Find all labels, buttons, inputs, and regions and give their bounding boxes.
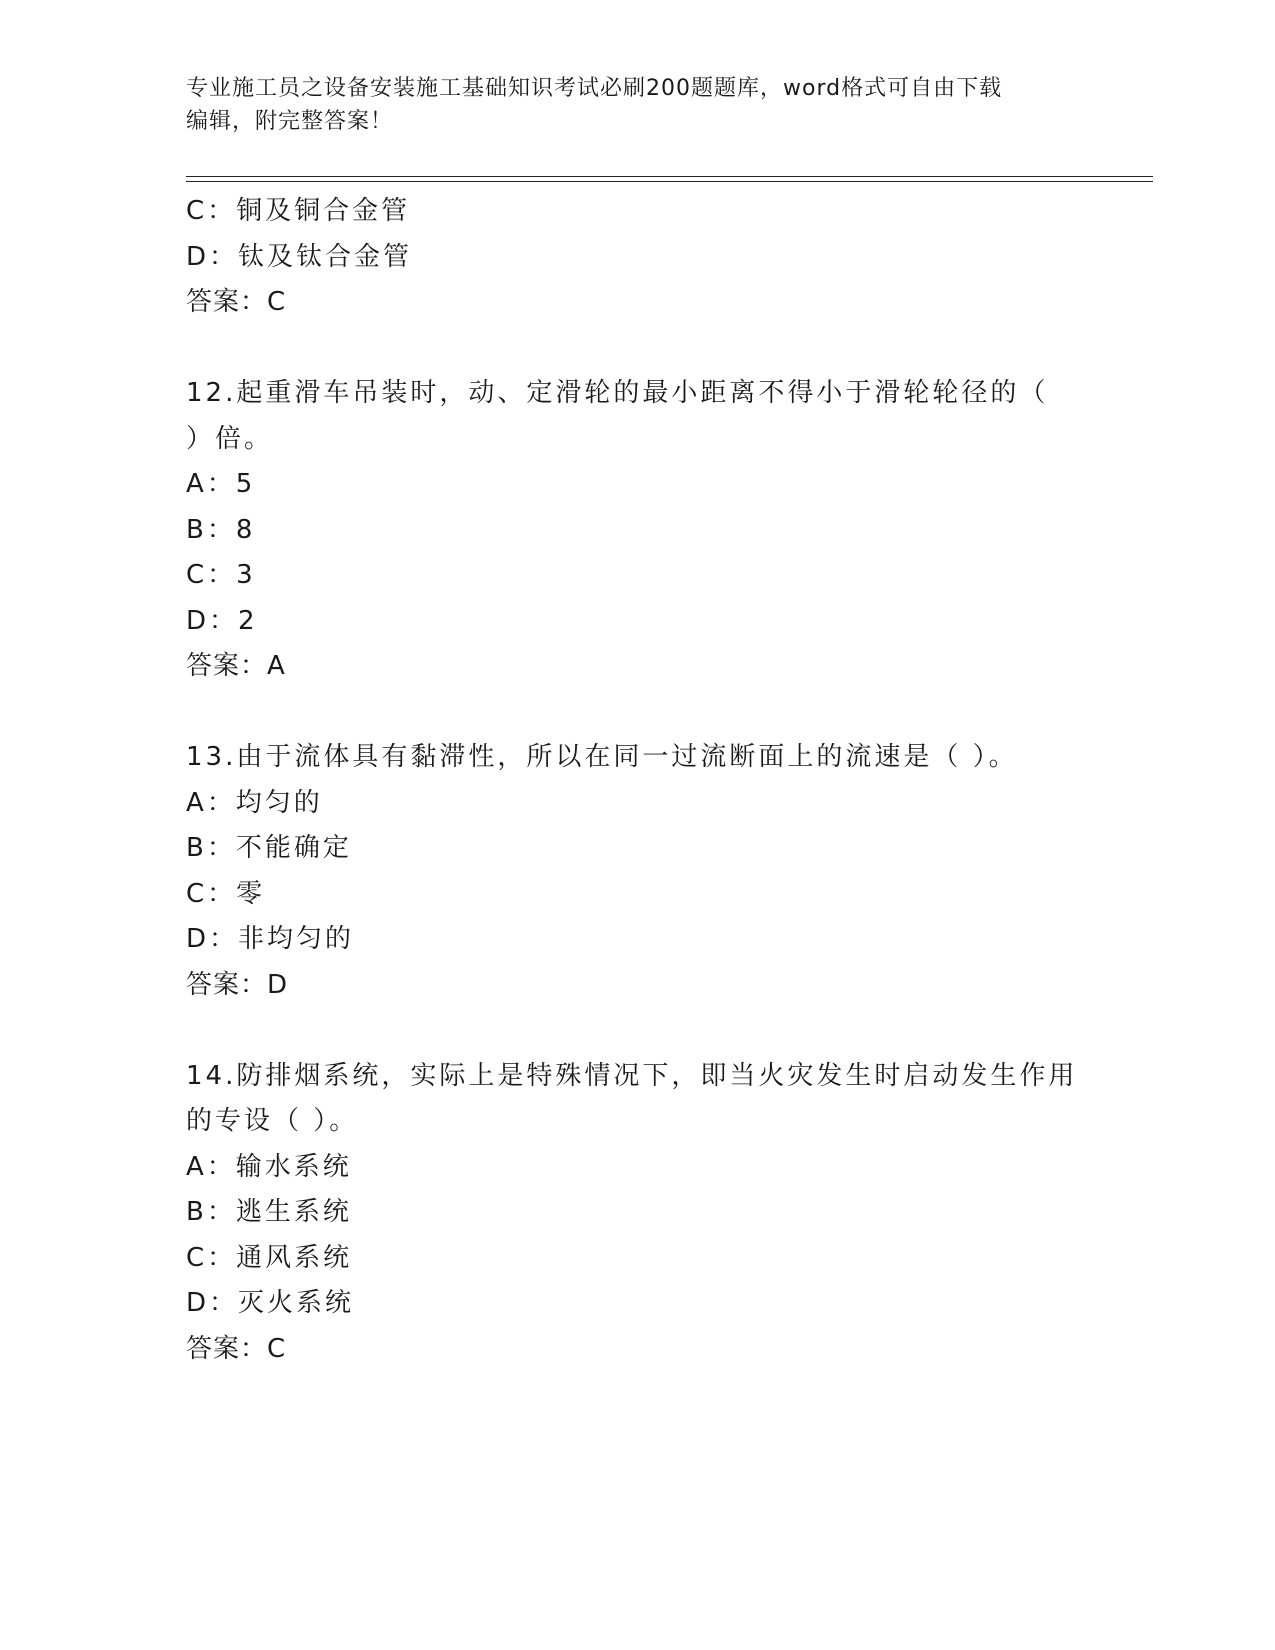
question-text-line-2: ）倍。 xyxy=(186,423,274,454)
option-c: C：铜及铜合金管 xyxy=(186,196,411,226)
answer-line: 答案：A xyxy=(186,651,286,681)
spacer xyxy=(186,690,1086,736)
header-line-2: 编辑，附完整答案！ xyxy=(186,109,394,134)
header-divider-top xyxy=(186,176,1153,177)
question-list xyxy=(186,189,1086,1372)
option-d: D：非均匀的 xyxy=(186,924,355,954)
header-divider-bottom xyxy=(186,181,1153,182)
answer-line: 答案：D xyxy=(186,969,289,1000)
question-12 xyxy=(186,371,1086,690)
option-d: D：灭火系统 xyxy=(186,1288,355,1318)
question-text-line-1: 13.由于流体具有黏滞性，所以在同一过流断面上的流速是（ ）。 xyxy=(186,742,1018,772)
spacer xyxy=(186,326,1086,372)
header-line-1: 专业施工员之设备安装施工基础知识考试必刷200题题库，word格式可自由下载 xyxy=(186,76,1003,101)
option-b: B：不能确定 xyxy=(186,833,352,863)
option-a: A：输水系统 xyxy=(186,1151,352,1182)
option-a: A：均匀的 xyxy=(186,787,323,818)
spacer xyxy=(186,1008,1086,1054)
option-a: A：5 xyxy=(186,469,256,499)
option-b: B：8 xyxy=(186,514,256,545)
question-text-line-1: 12.起重滑车吊装时，动、定滑轮的最小距离不得小于滑轮轮径的（ xyxy=(186,378,1049,408)
answer-line: 答案：C xyxy=(186,1333,287,1364)
option-d: D：钛及钛合金管 xyxy=(186,241,413,272)
question-text-line-1: 14.防排烟系统，实际上是特殊情况下，即当火灾发生时启动发生作用 xyxy=(186,1060,1078,1091)
option-c: C：零 xyxy=(186,878,266,909)
option-c: C：通风系统 xyxy=(186,1242,353,1273)
option-d: D：2 xyxy=(186,605,258,636)
question-text-line-2: 的专设（ ）。 xyxy=(186,1106,359,1136)
option-b: B：逃生系统 xyxy=(186,1197,352,1227)
option-c: C：3 xyxy=(186,560,256,590)
question-14 xyxy=(186,1054,1086,1373)
question-13 xyxy=(186,735,1086,1008)
document-header xyxy=(186,72,1086,138)
previous-question-tail xyxy=(186,189,1086,326)
answer-line: 答案：C xyxy=(186,287,287,317)
